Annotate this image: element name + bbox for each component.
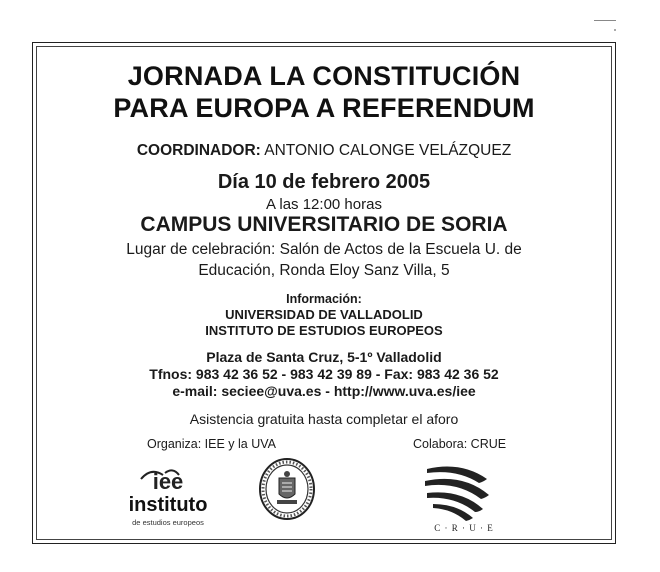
corner-crop-mark: [594, 20, 616, 21]
iee-logo-word: instituto: [128, 494, 208, 516]
campus-name: CAMPUS UNIVERSITARIO DE SORIA: [140, 213, 508, 236]
university-name: UNIVERSIDAD DE VALLADOLID: [225, 307, 423, 322]
crue-logo: [419, 459, 509, 535]
event-time: A las 12:00 horas: [266, 196, 382, 213]
iee-logo-mark: iee: [152, 469, 184, 494]
email-web: e-mail: seciee@uva.es - http://www.uva.es/iee: [172, 383, 476, 399]
coordinator-line: [33, 142, 615, 160]
venue-line-1: Lugar de celebración: Salón de Actos de la Escuela U. de: [126, 241, 522, 258]
address: Plaza de Santa Cruz, 5-1º Valladolid: [206, 349, 442, 365]
attendance-note: Asistencia gratuita hasta completar el aforo: [189, 411, 459, 427]
organizer-label: Organiza: IEE y la UVA: [147, 437, 276, 451]
iee-logo-subtitle: de estudios europeos: [132, 518, 204, 527]
title-line-1: JORNADA LA CONSTITUCIÓN: [127, 61, 521, 91]
crue-logo-mark-icon: [419, 459, 509, 535]
title-line-2: PARA EUROPA A REFERENDUM: [113, 93, 535, 123]
corner-speck: [614, 29, 616, 31]
iee-logo-mark-icon: [113, 461, 223, 533]
info-heading: Información:: [286, 292, 362, 306]
university-seal: [257, 456, 317, 522]
collaborator-label: Colabora: CRUE: [413, 437, 507, 451]
university-seal-icon: [257, 456, 317, 522]
coordinator-label: COORDINADOR:: [136, 142, 261, 159]
coordinator-name: ANTONIO CALONGE VELÁZQUEZ: [260, 142, 512, 159]
crue-logo-text: C · R · U · E: [434, 523, 494, 533]
phone-fax: Tfnos: 983 42 36 52 - 983 42 39 89 - Fax: 983 42 36 52: [149, 366, 499, 382]
poster-frame: [32, 42, 616, 544]
venue-line-2: Educación, Ronda Eloy Sanz Villa, 5: [198, 262, 450, 279]
institute-name: INSTITUTO DE ESTUDIOS EUROPEOS: [205, 323, 443, 338]
event-date: Día 10 de febrero 2005: [217, 171, 431, 193]
iee-logo: [113, 461, 223, 533]
